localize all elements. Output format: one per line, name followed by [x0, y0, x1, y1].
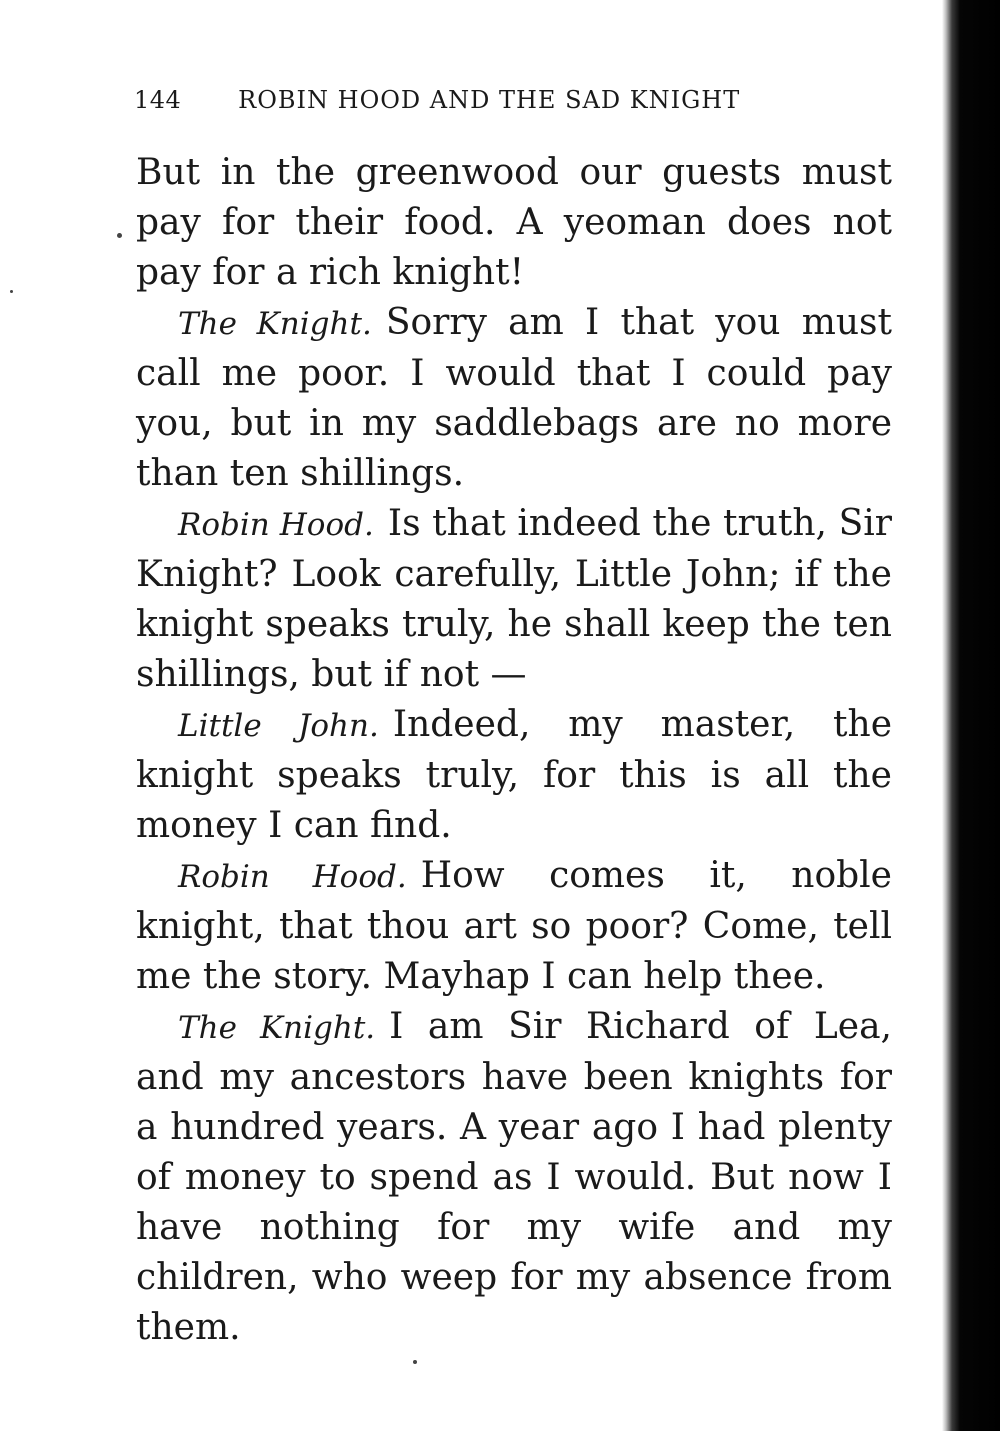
page-body: [136, 148, 892, 1353]
paragraph-text: But in the greenwood our guests must pay for their food. A yeoman does not pay for a rich knight!: [136, 152, 892, 293]
paragraph-3: [136, 499, 892, 700]
page-header: [134, 86, 894, 122]
speaker-label: Little John.: [178, 708, 379, 744]
paragraph-text: Sorry am I that you must call me poor. I would that I could pay you, but in my saddlebags are no more than ten shillings.: [136, 302, 892, 494]
paragraph-text: Is that indeed the truth, Sir Knight? Look carefully, Little John; if the knight speaks truly, he shall keep the ten shillings, but if not —: [136, 503, 892, 695]
page-number: 144: [134, 86, 182, 114]
paragraph-text: I am Sir Richard of Lea, and my ancestors have been knights for a hundred years. A year ago I had plenty of money to spend as I would. But now I have nothing for my wife and my children, who weep for my absence from them.: [136, 1006, 892, 1348]
speaker-label: The Knight.: [178, 1010, 376, 1046]
scan-speck: [413, 1360, 417, 1364]
running-title: ROBIN HOOD AND THE SAD KNIGHT: [238, 86, 741, 114]
speaker-label: Robin Hood.: [178, 507, 374, 543]
scan-speck: [117, 233, 122, 238]
paragraph-5: [136, 851, 892, 1002]
paragraph-4: [136, 700, 892, 851]
scan-binding-edge: [942, 0, 1000, 1431]
paragraph-6: [136, 1002, 892, 1353]
speaker-label: The Knight.: [178, 306, 372, 342]
paragraph-text: Indeed, my master, the knight speaks truly, for this is all the money I can find.: [136, 704, 892, 846]
scan-speck: [10, 290, 13, 293]
paragraph-2: [136, 298, 892, 499]
paragraph-text: How comes it, noble knight, that thou art so poor? Come, tell me the story. Mayhap I can help thee.: [136, 855, 892, 997]
speaker-label: Robin Hood.: [178, 859, 407, 895]
paragraph-1: [136, 148, 892, 298]
